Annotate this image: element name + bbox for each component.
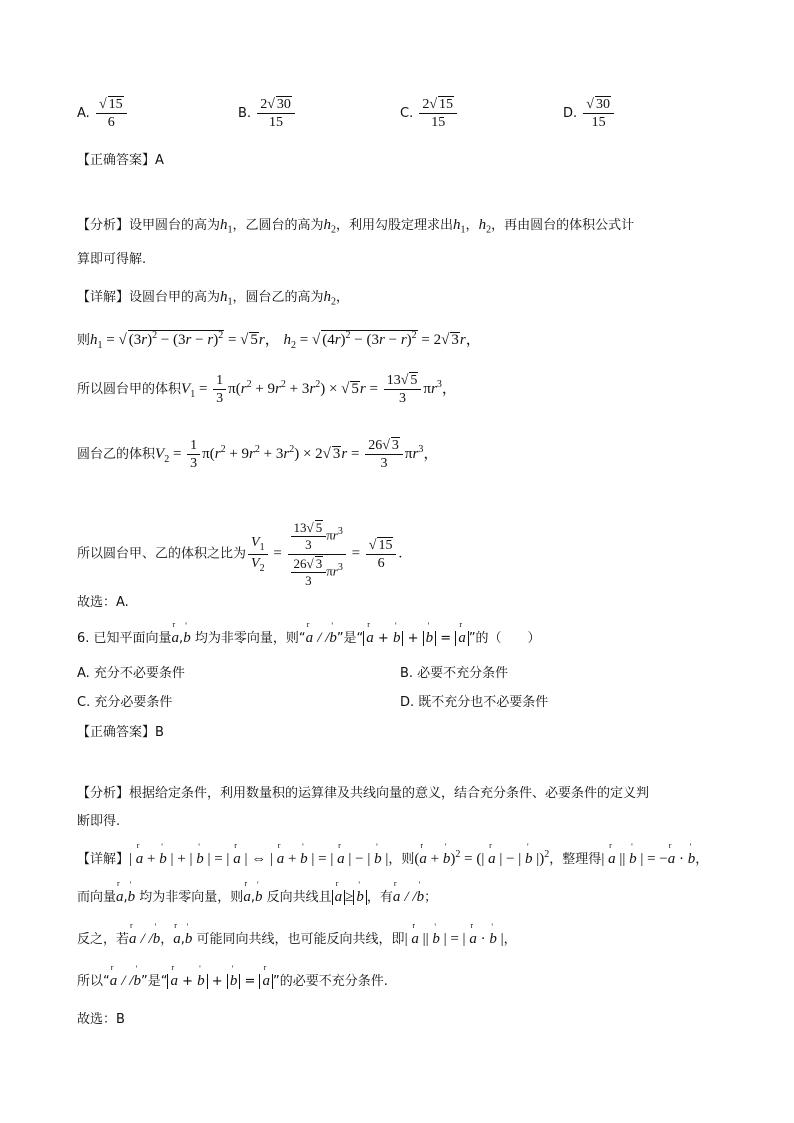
q6-choose: 故选：B bbox=[77, 1012, 125, 1027]
q6-answer: 【正确答案】B bbox=[77, 725, 164, 740]
q5-detail-line1: 【详解】设圆台甲的高为$h_1$，圆台乙的高为$h_2$， bbox=[77, 289, 350, 308]
q6-option-d: D. 既不充分也不必要条件 bbox=[400, 695, 549, 710]
q5-choose: 故选：A. bbox=[77, 595, 129, 610]
q6-detail-line1: 【详解】| r a + ' b | + | ' b | = | r a | ⇔ | r a + ' b | = | r a | − | ' b |，则(r a + ' b)$^2$ = (| r a | − | ' b |)$^2$，整理得| r a || ' b | = −r a · ' b， bbox=[77, 850, 708, 867]
q5-volume1-formula: 所以圆台甲的体积$V_1$ = $\frac{1}{3}$ $\pi(r^2 + 9r^2 + 3r^2)$ × √ 5r = $\frac{13√ 5}{3}$ $\pi r^3$， bbox=[77, 372, 457, 407]
q5-analysis-line1: 【分析】设甲圆台的高为$h_1$，乙圆台的高为$h_2$，利用勾股定理求出$h_1$，$h_2$，再由圆台的体积公式计 bbox=[77, 217, 635, 236]
q6-option-c: C. 充分必要条件 bbox=[77, 695, 173, 710]
q5-volume2-formula: 圆台乙的体积$V_2$ = $\frac{1}{3}$ $\pi(r^2 + 9r^2 + 3r^2) \times 2√$ 3r = $\frac{26√ 3}{3}$ $\pi r^3$， bbox=[77, 437, 439, 472]
q5-answer: 【正确答案】A bbox=[77, 153, 164, 168]
q6-analysis-line1: 【分析】根据给定条件，利用数量积的运算律及共线向量的意义，结合充分条件、必要条件的定义判 bbox=[77, 786, 650, 801]
q6-detail-line3: 反之，若r a / /' b，r a,' b 可能同向共线，也可能反向共线，即| r a || ' b | = | r a · ' b |， bbox=[77, 932, 517, 947]
q5-heights-formula: 则$h_1$ = √ $(3r)^2 - (3r - r)^2$ = √ 5r， $h_2$ = √ $(4r)^2 - (3r - r)^2 = 2√$ 3r， bbox=[77, 330, 481, 351]
q5-option-c: C. $\frac{2√ 15}{15}$ bbox=[400, 96, 459, 131]
q6-option-b: B. 必要不充分条件 bbox=[400, 666, 509, 681]
q5-ratio-formula: 所以圆台甲、乙的体积之比为 $\frac{V_1}{V_2}$ = $\frac{13√ 5}{3}$ $\pi r^3$ $\frac{26√ 3}{3}$ $\pi r^3$ = $\frac{√ 15}{6}$ . bbox=[77, 520, 403, 588]
q5-option-a: A. $\frac{√ 15}{6}$ bbox=[77, 96, 129, 131]
q6-option-a: A. 充分不必要条件 bbox=[77, 666, 185, 681]
q5-option-d: D. $\frac{√ 30}{15}$ bbox=[563, 96, 616, 131]
q5-analysis-line2: 算即可得解. bbox=[77, 252, 147, 267]
q6-detail-line2: 而向量r a,' b 均为非零向量，则r a,' b 反向共线且r a ≥' b ，有r a / /' b； bbox=[77, 890, 437, 905]
q6-analysis-line2: 断即得. bbox=[77, 814, 121, 829]
q6-stem: 6. 已知平面向量r a,' b 均为非零向量，则“r a / /' b”是“r a + ' b + ' b = r a ”的（ ） bbox=[77, 631, 541, 646]
q5-option-b: B. $\frac{2√ 30}{15}$ bbox=[238, 96, 297, 131]
q6-detail-line4: 所以“r a / /' b”是“r a + ' b + ' b = r a ”的必要不充分条件. bbox=[77, 974, 388, 989]
